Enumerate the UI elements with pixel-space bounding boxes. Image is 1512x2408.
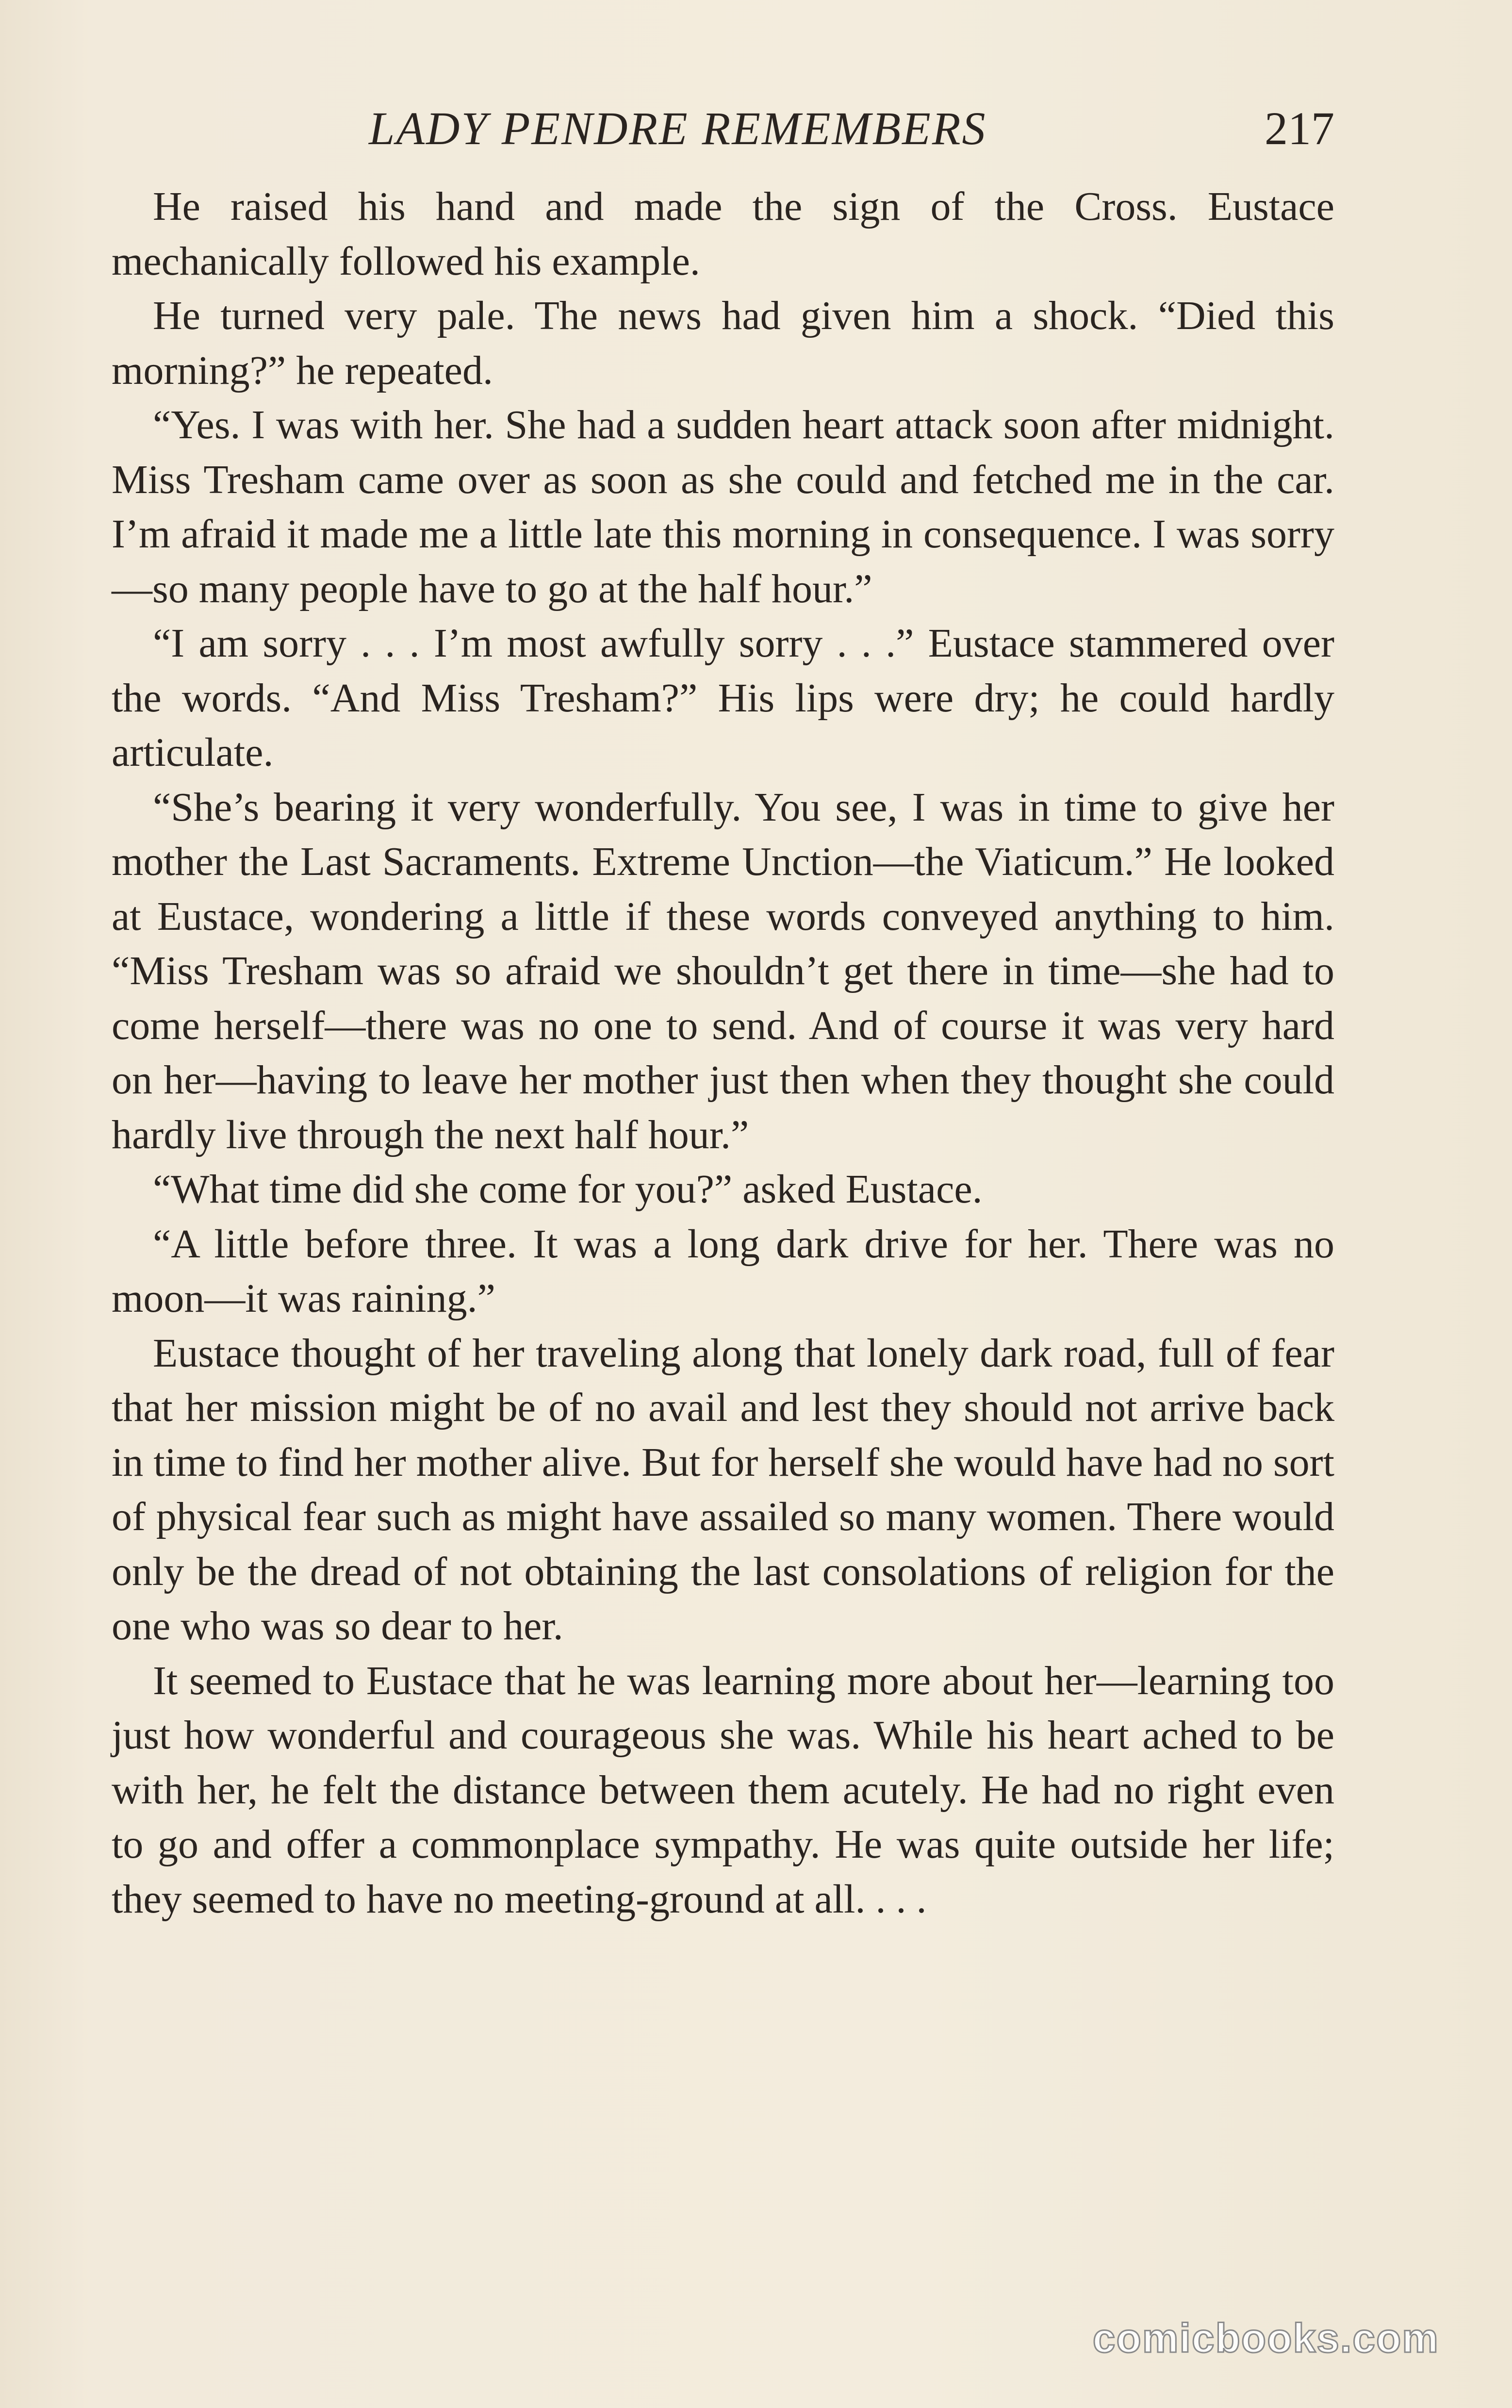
body-text (112, 180, 1334, 1927)
paragraph: “A little before three. It was a long dark drive for her. There was no moon—it was raining.” (112, 1221, 1334, 1321)
page-header (112, 92, 1334, 165)
paragraph: Eustace thought of her traveling along that lonely dark road, full of fear that her mission might be of no avail and lest they should not arrive back in time to find her mother alive. But for herself she would have had no sort of physical fear such as might have assailed so many women. There would only be the dread of not obtaining the last consolations of religion for the one who was so dear to her. (112, 1330, 1334, 1649)
paragraph: He raised his hand and made the sign of the Cross. Eustace mechanically followed his example. (112, 184, 1334, 284)
page-number: 217 (1265, 102, 1334, 154)
paragraph: “She’s bearing it very wonderfully. You see, I was in time to give her mother the Last Sacraments. Extreme Unction—the Viaticum.” He looked at Eustace, wondering a little if these words conveyed anything to him. “Miss Tresham was so afraid we shouldn’t get there in time—she had to come herself—there was no one to send. And of course it was very hard on her—having to leave her mother just then when they thought she could hardly live through the next half hour.” (112, 784, 1334, 1157)
paragraph: “I am sorry . . . I’m most awfully sorry . . .” Eustace stammered over the words. “And Miss Tresham?” His lips were dry; he could hardly articulate. (112, 621, 1334, 775)
running-title: LADY PENDRE REMEMBERS (369, 102, 987, 154)
paragraph: It seemed to Eustace that he was learning more about her—learning too just how wonderful and courageous she was. While his heart ached to be with her, he felt the distance between them acutely. He had no right even to go and offer a commonplace sympathy. He was quite outside her life; they seemed to have no meeting-ground at all. . . . (112, 1658, 1334, 1922)
paragraph: “Yes. I was with her. She had a sudden heart attack soon after midnight. Miss Tresham came over as soon as she could and fetched me in the car. I’m afraid it made me a little late this morning in consequence. I was sorry—so many people have to go at the half hour.” (112, 402, 1334, 611)
paragraph: He turned very pale. The news had given him a shock. “Died this morning?” he repeated. (112, 293, 1334, 393)
watermark: comicbooks.com (1092, 2315, 1439, 2361)
paragraph: “What time did she come for you?” asked Eustace. (153, 1167, 983, 1212)
